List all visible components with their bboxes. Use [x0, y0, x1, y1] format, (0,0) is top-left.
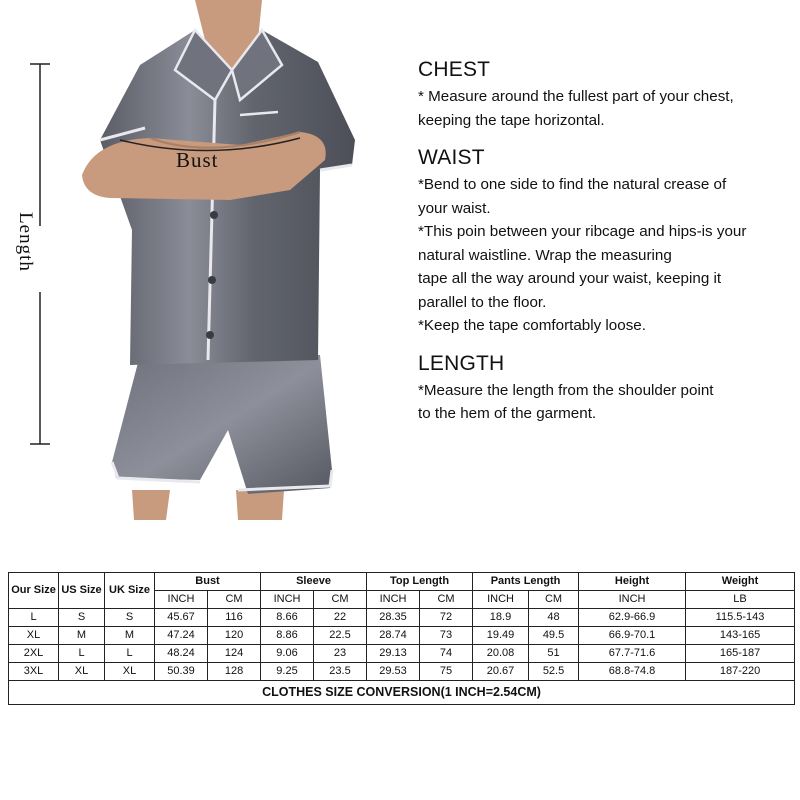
- unit-cell: INCH: [579, 591, 686, 609]
- table-cell: L: [9, 609, 59, 627]
- unit-cell: CM: [420, 591, 473, 609]
- table-cell: 28.74: [367, 627, 420, 645]
- button-2: [208, 276, 216, 284]
- button-1: [210, 211, 218, 219]
- table-cell: 22.5: [314, 627, 367, 645]
- sleeve-header: Sleeve: [261, 573, 367, 591]
- measurement-guide: [418, 58, 788, 440]
- left-leg: [132, 490, 170, 520]
- our-size-header: Our Size: [9, 573, 59, 609]
- waist-line: natural waistline. Wrap the measuring: [418, 246, 672, 264]
- table-cell: 72: [420, 609, 473, 627]
- length-label: Length: [15, 212, 36, 272]
- table-cell: 45.67: [155, 609, 208, 627]
- shorts-shape: [112, 355, 332, 494]
- table-cell: 120: [208, 627, 261, 645]
- us-size-header: US Size: [59, 573, 105, 609]
- table-row: [9, 663, 795, 681]
- unit-cell: CM: [208, 591, 261, 609]
- table-cell: 52.5: [529, 663, 579, 681]
- table-cell: 2XL: [9, 645, 59, 663]
- length-line: *Measure the length from the shoulder point: [418, 381, 714, 399]
- table-cell: M: [59, 627, 105, 645]
- table-cell: 9.06: [261, 645, 314, 663]
- table-cell: S: [105, 609, 155, 627]
- table-cell: S: [59, 609, 105, 627]
- header-row: [9, 573, 795, 591]
- table-cell: 75: [420, 663, 473, 681]
- length-line: to the hem of the garment.: [418, 405, 597, 422]
- table-cell: 23.5: [314, 663, 367, 681]
- table-cell: 8.86: [261, 627, 314, 645]
- waist-line: *This poin between your ribcage and hips-is your: [418, 223, 747, 240]
- table-row: [9, 627, 795, 645]
- chest-heading: CHEST: [418, 58, 491, 81]
- chest-line: * Measure around the fullest part of your chest,: [418, 88, 734, 105]
- top-length-header: Top Length: [367, 573, 473, 591]
- size-conversion-caption: CLOTHES SIZE CONVERSION(1 INCH=2.54CM): [9, 681, 795, 705]
- table-cell: 74: [420, 645, 473, 663]
- table-cell: 3XL: [9, 663, 59, 681]
- waist-heading: WAIST: [418, 146, 485, 169]
- table-cell: 73: [420, 627, 473, 645]
- bust-label: Bust: [176, 148, 219, 172]
- table-cell: 9.25: [261, 663, 314, 681]
- table-cell: 68.8-74.8: [579, 663, 686, 681]
- button-3: [206, 331, 214, 339]
- table-cell: 66.9-70.1: [579, 627, 686, 645]
- waist-line: parallel to the floor.: [418, 293, 547, 311]
- table-cell: 50.39: [155, 663, 208, 681]
- table-cell: 8.66: [261, 609, 314, 627]
- unit-cell: CM: [529, 591, 579, 609]
- table-cell: 28.35: [367, 609, 420, 627]
- right-leg: [236, 490, 284, 520]
- table-cell: XL: [59, 663, 105, 681]
- table-cell: 48.24: [155, 645, 208, 663]
- unit-cell: LB: [686, 591, 795, 609]
- table-cell: 22: [314, 609, 367, 627]
- bust-header: Bust: [155, 573, 261, 591]
- uk-size-header: UK Size: [105, 573, 155, 609]
- unit-cell: INCH: [261, 591, 314, 609]
- size-rows: [9, 609, 795, 681]
- table-cell: 116: [208, 609, 261, 627]
- product-photo: [0, 0, 400, 540]
- table-cell: L: [105, 645, 155, 663]
- table-cell: 124: [208, 645, 261, 663]
- pajama-model-illustration: [0, 0, 400, 540]
- weight-header: Weight: [686, 573, 795, 591]
- unit-cell: INCH: [367, 591, 420, 609]
- table-cell: 62.9-66.9: [579, 609, 686, 627]
- waist-section: [418, 146, 788, 338]
- table-cell: 48: [529, 609, 579, 627]
- table-cell: 115.5-143: [686, 609, 795, 627]
- height-header: Height: [579, 573, 686, 591]
- size-chart-table: [8, 572, 795, 705]
- table-cell: 128: [208, 663, 261, 681]
- table-cell: 67.7-71.6: [579, 645, 686, 663]
- caption-row: [9, 681, 795, 705]
- waist-line: *Keep the tape comfortably loose.: [418, 317, 646, 334]
- waist-line: *Bend to one side to find the natural crease of: [418, 176, 727, 193]
- chest-section: [418, 58, 788, 132]
- table-cell: XL: [9, 627, 59, 645]
- waist-line: your waist.: [418, 199, 491, 217]
- unit-cell: INCH: [155, 591, 208, 609]
- table-cell: 165-187: [686, 645, 795, 663]
- table-cell: 23: [314, 645, 367, 663]
- table-cell: 49.5: [529, 627, 579, 645]
- table-cell: XL: [105, 663, 155, 681]
- table-row: [9, 609, 795, 627]
- table-cell: 51: [529, 645, 579, 663]
- length-heading: LENGTH: [418, 351, 505, 375]
- table-cell: 29.53: [367, 663, 420, 681]
- table-cell: M: [105, 627, 155, 645]
- table-cell: 19.49: [473, 627, 529, 645]
- length-section: [418, 352, 788, 426]
- chest-line: keeping the tape horizontal.: [418, 111, 605, 129]
- table-cell: 187-220: [686, 663, 795, 681]
- table-cell: 20.67: [473, 663, 529, 681]
- pants-length-header: Pants Length: [473, 573, 579, 591]
- unit-cell: CM: [314, 591, 367, 609]
- table-cell: 18.9: [473, 609, 529, 627]
- table-cell: L: [59, 645, 105, 663]
- table-cell: 20.08: [473, 645, 529, 663]
- unit-cell: INCH: [473, 591, 529, 609]
- table-cell: 47.24: [155, 627, 208, 645]
- table-cell: 143-165: [686, 627, 795, 645]
- table-row: [9, 645, 795, 663]
- waist-line: tape all the way around your waist, keeping it: [418, 270, 722, 287]
- table-cell: 29.13: [367, 645, 420, 663]
